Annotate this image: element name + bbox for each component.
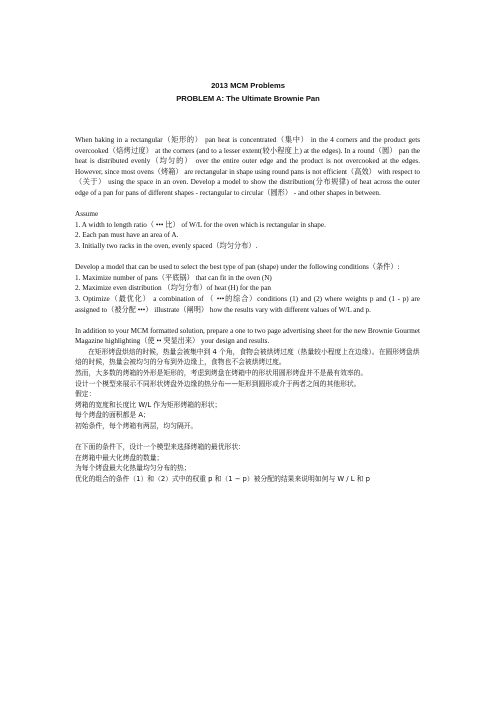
develop-paragraph: Develop a model that can be used to select the best type of pan (shape) under the following conditions（条件）: <box>75 263 400 272</box>
zh-paragraph: 烤箱的宽度和长度比 W/L 作为矩形烤箱的形状； <box>75 400 222 409</box>
zh-paragraph: 每个烤盘的面积都是 A； <box>75 411 150 420</box>
zh-paragraph: 在矩形烤盘烘焙的时候，热量会被集中到 4 个角，食物会被烘烤过度（热量较小程度上在边缘）。在圆形烤盘烘焙的时候，热量会被均匀的分布到外边缘上，食物也不会被烘烤过度。 <box>75 347 420 367</box>
zh-condition-item: 为每个烤盘最大化热量均匀分布的热； <box>75 464 191 473</box>
zh-paragraph: 然而，大多数的烤箱的外形是矩形的，考虑到烤盘在烤箱中的形状用圆形烤盘并不是最有效率的。 <box>75 369 368 378</box>
condition-item: 1. Maximize number of pans（平底锅） that can fit in the oven (N) <box>75 273 272 282</box>
zh-condition-item: 在下面的条件下，设计一个模型来选择烤箱的最优形状： <box>75 443 245 452</box>
zh-paragraph: 假定： <box>75 390 96 399</box>
zh-paragraph: 初始条件，每个烤箱有两层，均匀隔开。 <box>75 422 198 431</box>
zh-paragraph: 设计一个模型来展示不同形状烤盘外边缘的热分布——矩形到圆形或介于两者之间的其他形状。 <box>75 379 361 388</box>
zh-condition-item: 优化的组合的条件（1）和（2）式中的权重 p 和（1 − p）被分配的结果来说明如何与 W / L 和 p <box>75 475 370 483</box>
problem-title: PROBLEM A: The Ultimate Brownie Pan <box>176 94 320 103</box>
document-title: 2013 MCM Problems <box>211 81 285 90</box>
assumption-item: 2. Each pan must have an area of A. <box>75 231 179 240</box>
condition-item: 2. Maximize even distribution （均匀分布）of heat (H) for the pan <box>75 284 272 293</box>
addition-paragraph: In addition to your MCM formatted solution, prepare a one to two page advertising sheet for the new Brownie Gourmet Magazine highlighting（使 •• 突显出来） your design and results. <box>75 326 420 346</box>
assumption-item: 3. Initially two racks in the oven, evenly spaced（均匀分布）. <box>75 241 258 250</box>
assumption-item: 1. A width to length ratio（ ••• 比） of W/L for the oven which is rectangular in shape. <box>75 220 326 229</box>
document-body <box>75 135 420 485</box>
condition-item: 3. Optimize（最优化） a combination of （ •••的综合）conditions (1) and (2) where weights p and (1 - p) are assigned to（被分配 •••） illustrate（阐明） how the results vary with different values of W/L and p. <box>75 294 420 314</box>
intro-paragraph: When baking in a rectangular（矩形的） pan heat is concentrated（集中） in the 4 corners and the product gets overcooked（焙烤过度） at the corners (and to a lesser extent(较小程度上) at the edges). In a round（圆） pan the heat is distributed evenly（均匀的） over the entire outer edge and the product is not overcooked at the edges. However, since most ovens（烤箱） are rectangular in shape using round pans is not efficient（高效） with respect to（关于） using the space in an oven. Develop a model to show the distribution(分布规律) of heat across the outer edge of a pan for pans of different shapes - rectangular to circular（圆形） - and other shapes in between. <box>75 136 420 197</box>
assume-heading: Assume <box>75 210 99 219</box>
zh-condition-item: 在烤箱中最大化烤盘的数量； <box>75 453 164 462</box>
